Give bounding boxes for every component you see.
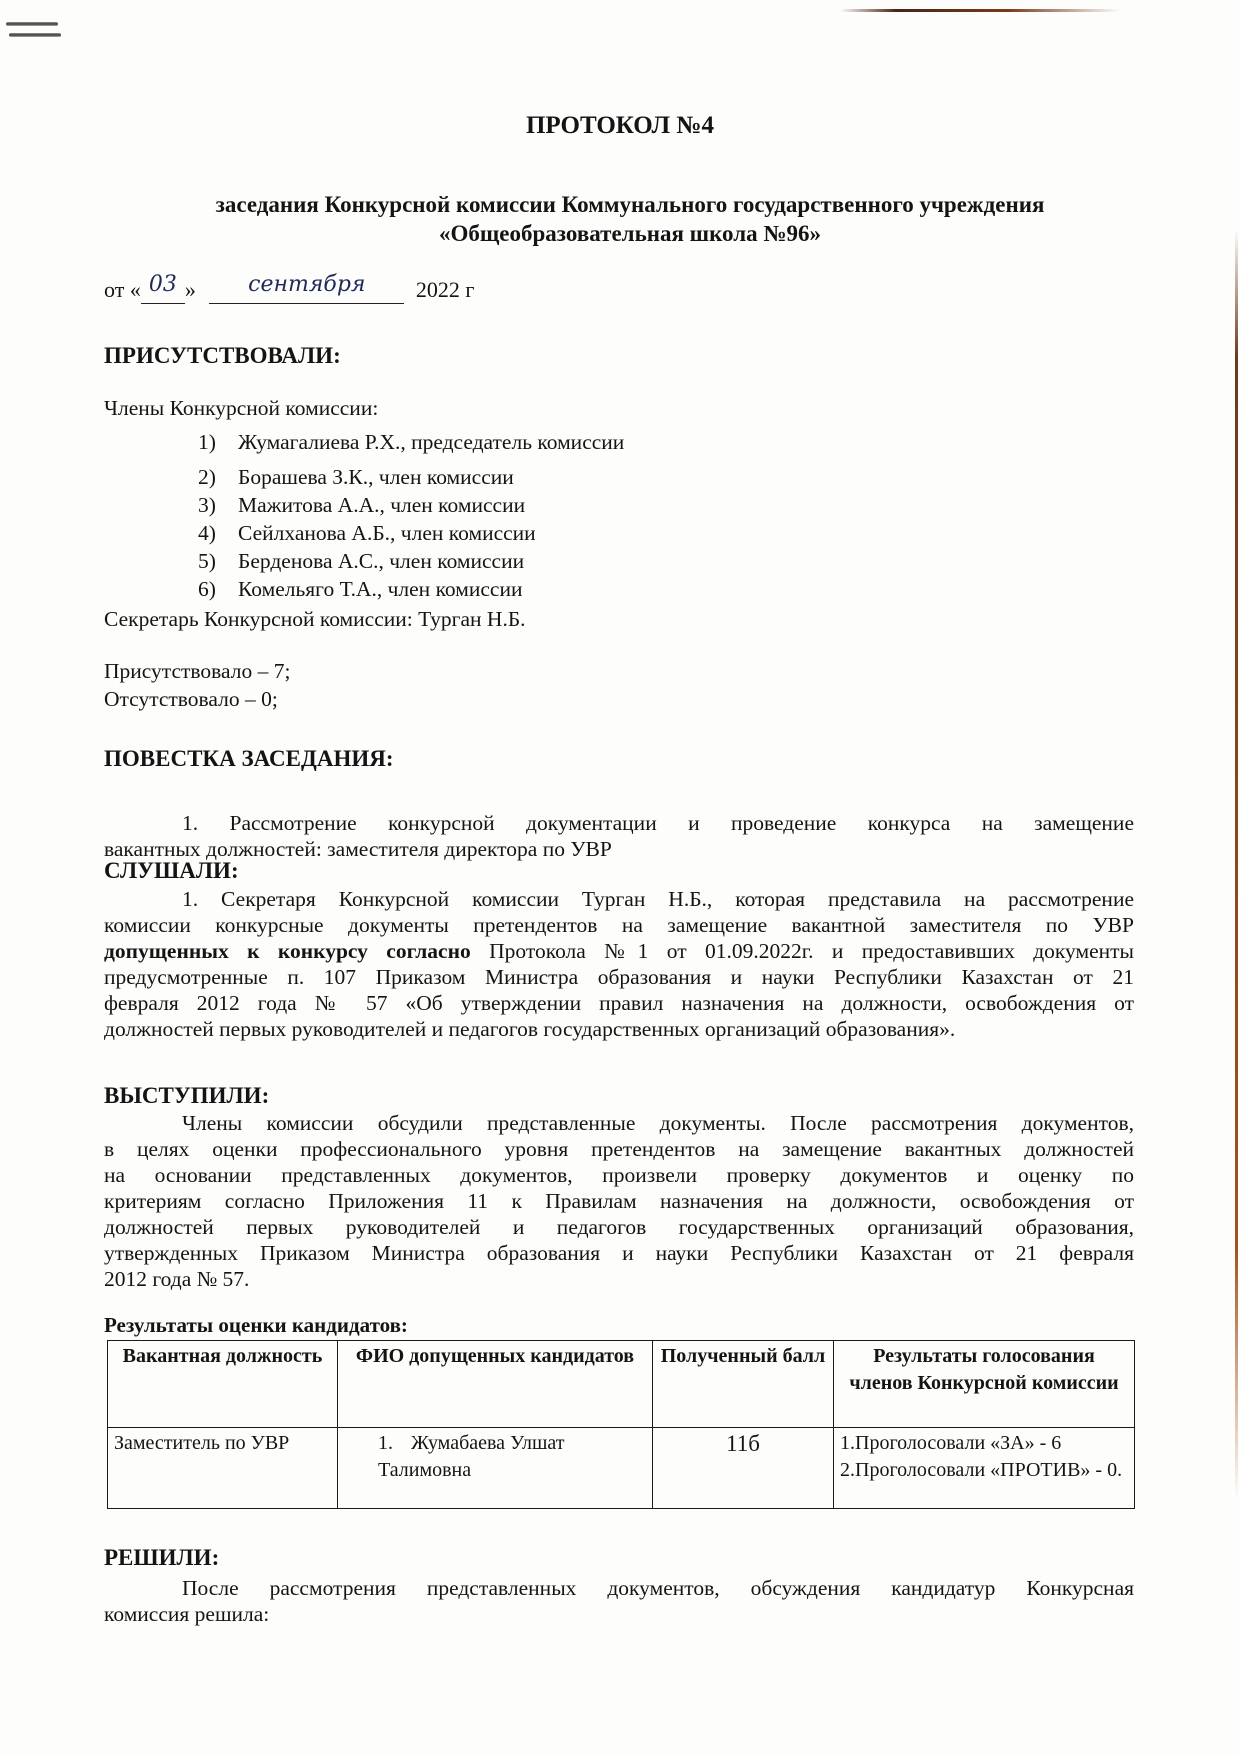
member-item: 2) Борашева З.К., член комиссии xyxy=(198,465,514,489)
column-header: Вакантная должность xyxy=(108,1341,338,1428)
table-row xyxy=(108,1428,1135,1509)
member-item: 4) Сейлханова А.Б., член комиссии xyxy=(198,521,536,545)
column-header: Полученный балл xyxy=(653,1341,834,1428)
staple-mark xyxy=(6,22,58,26)
section-heading-spoke: ВЫСТУПИЛИ: xyxy=(104,1083,270,1108)
spoke-paragraph: Члены комиссии обсудили представленные документы. После рассмотрения документов, в целях оценки профессионального уровня претендентов на замещение вакантных должностей на основании представленных документов, произвели проверку документов и оценку по критериям согласно Приложения 11 к Правилам назначения на должности, освобождения от должностей первых руководителей и педагогов государственных организаций образования, утвержденных Приказом Министра образования и науки Республики Казахстан от 21 февраля 2012 года № 57. xyxy=(104,1111,1134,1291)
secretary-line: Секретарь Конкурсной комиссии: Турган Н.Б. xyxy=(104,607,526,631)
cell-position: Заместитель по УВР xyxy=(108,1428,338,1509)
cell-score: 11б xyxy=(653,1428,834,1509)
section-heading-heard: СЛУШАЛИ: xyxy=(104,858,239,883)
column-header: Результаты голосования членов Конкурсной комиссии xyxy=(834,1341,1135,1428)
handwritten-day: 03 xyxy=(148,272,177,297)
present-count: Присутствовало – 7; xyxy=(104,659,291,683)
section-heading-attended: ПРИСУТСТВОВАЛИ: xyxy=(104,343,341,368)
decided-paragraph: После рассмотрения представленных документов, обсуждения кандидатур Конкурсная комиссия решила: xyxy=(104,1576,1134,1626)
results-table xyxy=(107,1340,1135,1509)
section-heading-agenda: ПОВЕСТКА ЗАСЕДАНИЯ: xyxy=(104,746,394,771)
section-heading-decided: РЕШИЛИ: xyxy=(104,1545,220,1570)
member-item: 5) Берденова А.С., член комиссии xyxy=(198,549,525,573)
absent-count: Отсутствовало – 0; xyxy=(104,687,278,711)
page-edge-top xyxy=(840,9,1120,12)
staple-mark xyxy=(9,33,61,37)
table-header-row xyxy=(108,1341,1135,1428)
heard-paragraph: 1. Секретаря Конкурсной комиссии Турган Н.Б., которая представила на рассмотрение комиссии конкурсные документы претендентов на замещение вакантной заместителя по УВР допущенных к конкурсу согласно Протокола №1 от 01.09.2022г. и предоставивших документы предусмотренные п. 107 Приказом Министра образования и науки Республики Казахстан от 21 февраля 2012 года № 57 «Об утверждении правил назначения на должности, освобождения от должностей первых руководителей и педагогов государственных организаций образования». xyxy=(104,887,1135,1041)
column-header: ФИО допущенных кандидатов xyxy=(338,1341,653,1428)
member-item: 3) Мажитова А.А., член комиссии xyxy=(198,493,526,517)
agenda-item: 1. Рассмотрение конкурсной документации и проведение конкурса на замещение вакантных должностей: заместителя директора по УВР xyxy=(104,811,1134,861)
cell-candidate: 1. Жумабаева Улшат Талимовна xyxy=(338,1428,653,1509)
document-title: ПРОТОКОЛ №4 xyxy=(525,112,714,139)
member-item: 6) Комельяго Т.А., член комиссии xyxy=(198,577,523,601)
cell-vote-results: 1.Проголосовали «ЗА» - 6 2.Проголосовали «ПРОТИВ» - 0. xyxy=(834,1428,1135,1509)
handwritten-month: сентября xyxy=(248,272,366,297)
page-edge-right xyxy=(1235,230,1238,1500)
member-item: 1) Жумагалиева Р.Х., председатель комиссии xyxy=(198,430,625,454)
protocol-date: от « 03 » сентября 2022 г xyxy=(104,272,475,302)
results-heading: Результаты оценки кандидатов: xyxy=(104,1313,408,1337)
document-subtitle: заседания Конкурсной комиссии Коммунального государственного учреждения «Общеобразовательная школа №96» xyxy=(215,192,1045,246)
members-label: Члены Конкурсной комиссии: xyxy=(104,396,379,420)
